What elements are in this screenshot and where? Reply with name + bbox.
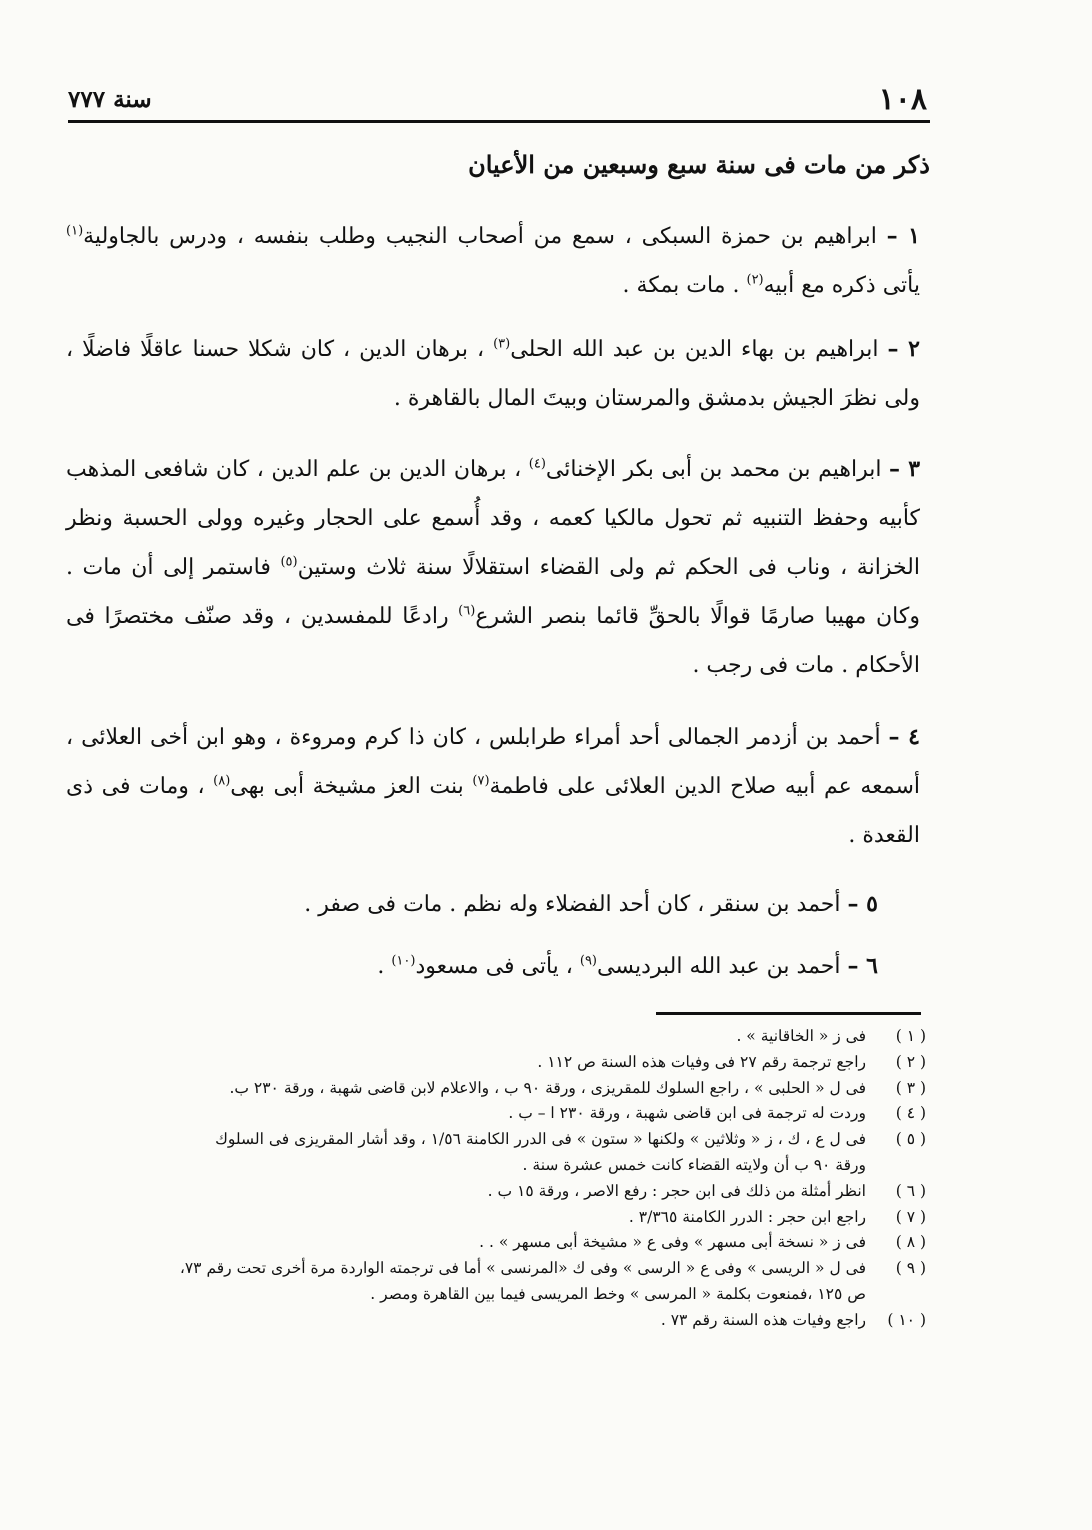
footnote-number: ( ١٠ ) <box>887 1310 926 1329</box>
page-number: ١٠٨ <box>878 82 927 117</box>
footnote-ref: (٢) <box>746 272 764 288</box>
entry-text: ابراهيم بن حمزة السبكى ، سمع من أصحاب النجيب وطلب بنفسه ، ودرس بالجاولية <box>83 224 887 249</box>
footnote-ref: (٩) <box>579 953 597 969</box>
footnote-text: انظر أمثلة من ذلك فى ابن حجر : رفع الاصر ، ورقة ١٥ ب . <box>487 1181 866 1200</box>
footnote-number: ( ٧ ) <box>895 1207 926 1226</box>
entry-text: أحمد بن أزدمر الجمالى أحد أمراء طرابلس ، كان ذا كرم ومروءة ، وهو ابن أخى العلائى ، أسمعه عم أبيه صلاح الدين العلائى على فاطمة <box>66 725 921 799</box>
entry-text: ابراهيم بن بهاء الدين بن عبد الله الحلى <box>510 337 888 362</box>
footnote-number: ( ٤ ) <box>895 1104 926 1123</box>
footnotes <box>66 1024 926 1334</box>
footnote-9-continuation: ص ١٢٥ ،فمنعوت بكلمة « المرسى » وخط المريسى فيما بين القاهرة ومصر . <box>370 1284 866 1303</box>
footnote-text: فى ز « نسخة أبى مسهر » وفى ع « مشيخة أبى مسهر » . . <box>479 1233 866 1252</box>
footnote-6 <box>66 1179 926 1205</box>
footnote-ref: (٤) <box>528 456 546 472</box>
footnote-text: فى ل ع ، ك ، ز « وثلاثين » ولكنها « ستون » فى الدرر الكامنة ١/٥٦ ، وقد أشار المقريزى فى السلوك <box>215 1130 866 1149</box>
footnote-text: راجع وفيات هذه السنة رقم ٧٣ . <box>660 1310 866 1329</box>
entry-text: ابراهيم بن محمد بن أبى بكر الإخنائى <box>545 457 889 482</box>
footnote-number: ( ٨ ) <box>895 1233 926 1252</box>
footnote-9 <box>66 1256 926 1282</box>
footnote-rule <box>656 1012 921 1015</box>
footnote-ref: (٧) <box>472 773 490 789</box>
footnote-number: ( ٣ ) <box>895 1078 926 1097</box>
footnote-ref: (٨) <box>213 773 231 789</box>
footnote-1 <box>66 1024 926 1050</box>
footnote-text: وردت له ترجمة فى ابن قاضى شهبة ، ورقة ٢٣٠ ا – ب . <box>508 1104 866 1123</box>
footnote-ref: (٦) <box>458 603 476 619</box>
entry-text: أحمد بن عبد الله البرديسى <box>597 954 848 979</box>
footnote-7 <box>66 1205 926 1231</box>
entry-text: رادعًا للمفسدين ، وقد صنّف مختصرًا فى الأحكام . مات فى رجب . <box>66 604 920 678</box>
footnote-ref: (١) <box>66 223 84 239</box>
footnote-text: فى ز « الخاقانية » . <box>736 1027 866 1045</box>
entry-4 <box>66 713 920 860</box>
footnote-text: فى ل « الريسى » وفى ع « الرسى » وفى ك «المرنسى » أما فى ترجمته الواردة مرة أخرى تحت رقم ٧٣، <box>179 1259 866 1278</box>
entry-text: يأتى ذكره مع أبيه <box>763 273 920 298</box>
footnote-4 <box>66 1101 926 1127</box>
section-title: ذكر من مات فى سنة سبع وسبعين من الأعيان <box>468 150 930 179</box>
entry-text: ، برهان الدين بن علم الدين ، كان شافعى المذهب كأبيه وحفظ التنبيه ثم تحول مالكيا كعمه ، وقد أُسمع على الحجار وغيره وولى الحسبة ونظر الخزانة ، وناب فى الحكم ثم ولى القضاء استقلالًا سنة ثلاث وستين <box>66 457 920 580</box>
entry-6 <box>66 942 878 991</box>
footnote-5-continuation: ورقة ٩٠ ب أن ولايته القضاء كانت خمس عشرة سنة . <box>522 1155 866 1174</box>
entry-number: ٤ – <box>888 724 920 750</box>
entry-number: ٦ – <box>847 953 878 979</box>
footnote-3 <box>66 1076 926 1102</box>
footnote-text: فى ل « الحلبى » ، راجع السلوك للمقريزى ، ورقة ٩٠ ب ، والاعلام لابن قاضى شهبة ، ورقة ٢٣٠ ب. <box>229 1078 866 1097</box>
footnote-ref: (٣) <box>493 336 511 352</box>
footnote-number: ( ١ ) <box>895 1027 926 1045</box>
header-rule <box>68 120 930 123</box>
entry-number: ٢ – <box>887 336 920 362</box>
entry-number: ٥ – <box>847 891 878 917</box>
footnote-10 <box>66 1308 926 1334</box>
footnote-text: راجع ابن حجر : الدرر الكامنة ٣/٣٦٥ . <box>628 1207 866 1226</box>
entry-number: ١ – <box>886 223 920 249</box>
footnote-number: ( ٥ ) <box>895 1130 926 1149</box>
entry-5 <box>66 880 878 929</box>
entry-text: فاستمر إلى أن مات . وكان مهيبا صارمًا قوالًا بالحقِّ قائما بنصر الشرع <box>66 555 920 629</box>
entry-2 <box>66 325 920 423</box>
footnote-number: ( ٩ ) <box>895 1259 926 1278</box>
entry-3 <box>66 445 920 690</box>
footnote-5 <box>66 1127 926 1153</box>
entry-text: ، برهان الدين ، كان شكلا حسنا عاقلًا فاضلًا ، ولى نظرَ الجيش بدمشق والمرستان وبيتَ المال بالقاهرة . <box>66 337 920 411</box>
footnote-2 <box>66 1050 926 1076</box>
entry-text: . مات بمكة . <box>622 273 747 298</box>
footnote-text: راجع ترجمة رقم ٢٧ فى وفيات هذه السنة ص ١١٢ . <box>537 1052 866 1071</box>
entry-text: بنت العز مشيخة أبى بهى <box>230 774 473 799</box>
entry-text: ، يأتى فى مسعود <box>415 954 580 979</box>
entry-1 <box>66 212 920 310</box>
footnote-8 <box>66 1230 926 1256</box>
entry-text: . <box>377 954 392 979</box>
footnote-ref: (٥) <box>280 554 298 570</box>
running-header <box>68 78 927 118</box>
entry-text: ، ومات فى ذى القعدة . <box>66 774 920 848</box>
footnote-number: ( ٦ ) <box>895 1181 926 1200</box>
entry-text: أحمد بن سنقر ، كان أحد الفضلاء وله نظم . مات فى صفر . <box>304 892 848 917</box>
footnote-ref: (١٠) <box>391 953 416 969</box>
running-title-year: سنة ٧٧٧ <box>68 86 152 113</box>
entry-number: ٣ – <box>888 456 921 482</box>
footnote-number: ( ٢ ) <box>895 1052 926 1071</box>
